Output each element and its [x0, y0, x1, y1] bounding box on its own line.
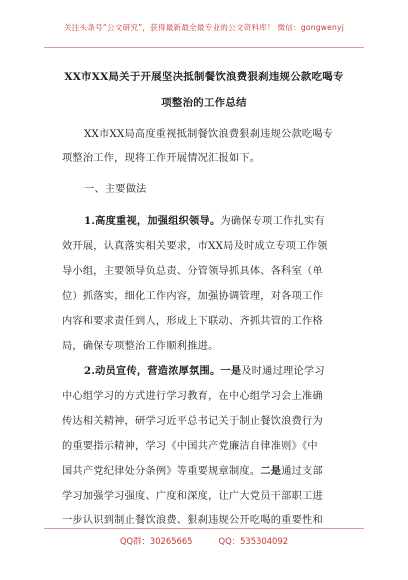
paragraph-2-line-5	[62, 462, 342, 477]
footer-divider	[44, 528, 364, 529]
section-heading-main-practices: 一、主要做法	[84, 184, 147, 195]
header-divider	[44, 47, 364, 48]
paragraph-2-line-4: 的重要指示精神，学习《中国共产党廉洁自律准则》《中	[62, 441, 318, 452]
paragraph-2-line-7: 一步认识到制止餐饮浪费、狠刹违规公开吃喝的重要性和	[62, 515, 323, 526]
paragraph-1-line-1-text: 为确保专项工作扎实有	[220, 216, 325, 227]
paragraph-2-heading: 2.动员宣传，营造浓厚氛围。	[84, 365, 221, 377]
header-promo-note: 关注头条号“公文研究”，获得最新最全最专业的公文资料库！ 微信：gongwenyj	[63, 23, 345, 32]
paragraph-2-line-3: 传达相关精神，研学习近平总书记关于制止餐饮浪费行为	[62, 416, 323, 427]
paragraph-2-first-point: 一是	[220, 365, 242, 377]
paragraph-2-line-6: 学习加强学习强度、广度和深度，让广大党员干部职工进	[62, 491, 323, 502]
document-title-line-2: 项整治的工作总结	[161, 97, 247, 109]
footer-qq: QQ：535304092	[218, 536, 289, 546]
paragraph-2-line-1-text: 及时通过理论学习	[241, 366, 325, 377]
intro-line-2: 项整治工作，现将工作开展情况汇报如下。	[62, 153, 261, 164]
paragraph-2-line-1	[84, 362, 364, 377]
paragraph-1-line-1	[84, 212, 364, 227]
document-title-line-1: XX市XX局关于开展坚决抵制餐饮浪费狠刹违规公款吃喝专	[64, 71, 344, 83]
paragraph-1-heading: 1.高度重视，加强组织领导。	[84, 215, 221, 227]
footer-contact	[0, 535, 408, 547]
footer-qq-group: QQ群：30265665	[119, 536, 193, 546]
paragraph-1-line-6: 局，确保专项整治工作顺利推进。	[62, 341, 219, 352]
paragraph-2-line-5-start: 国共产党纪律处分条例》等重要规章制度。	[62, 466, 261, 477]
paragraph-1-line-3: 导小组，主要领导负总责、分管领导抓具体、各科室（单	[62, 266, 323, 277]
intro-line-1: XX市XX局高度重视抵制餐饮浪费狠刹违规公款吃喝专	[84, 129, 334, 140]
paragraph-1-line-4: 位）抓落实，细化工作内容，加强协调管理，对各项工作	[62, 291, 323, 302]
paragraph-2-line-2: 中心组学习的方式进行学习教育，在中心组学习会上准确	[62, 391, 323, 402]
paragraph-1-line-5: 内容和要求责任到人，形成上下联动、齐抓共管的工作格	[62, 316, 323, 327]
paragraph-2-second-point: 二是	[260, 465, 282, 477]
paragraph-1-line-2: 效开展，认真落实相关要求，市XX局及时成立专项工作领	[62, 241, 328, 252]
paragraph-2-line-5-rest: 通过支部	[281, 466, 323, 477]
